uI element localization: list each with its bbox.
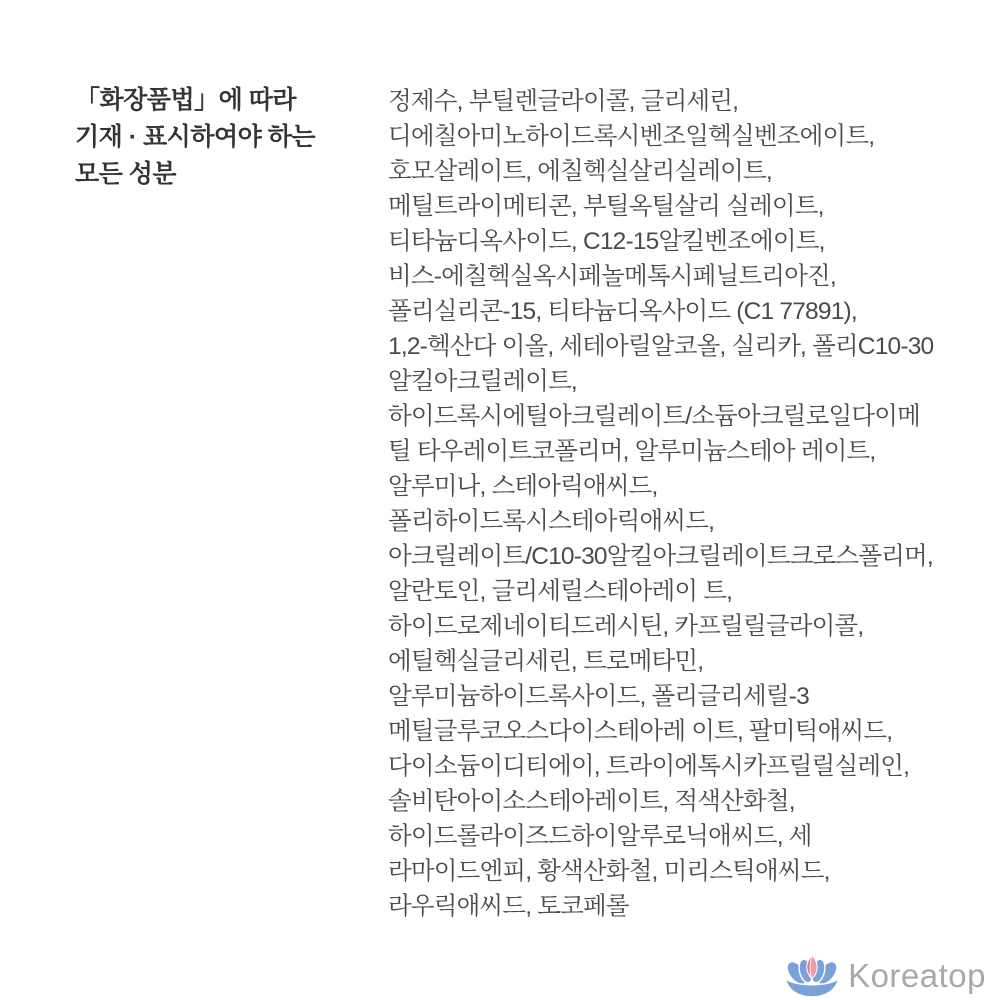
ingredient-line: 아크릴레이트/C10-30알킬아크릴레이트크로스폴리머, <box>388 543 933 570</box>
ingredient-line: 하이드로제네이티드레시틴, 카프릴릴글라이콜, <box>388 613 864 640</box>
ingredient-line: 비스-에칠헥실옥시페놀메톡시페닐트리아진, <box>388 263 836 290</box>
ingredient-line: 폴리실리콘-15, 티타늄디옥사이드 (C1 77891), <box>388 298 857 325</box>
brand-name: Koreatop <box>848 957 986 994</box>
ingredient-line: 라우릭애씨드, 토코페롤 <box>388 893 629 920</box>
ingredient-line: 솔비탄아이소스테아레이트, 적색산화철, <box>388 788 795 815</box>
section-title-line: 기재 · 표시하여야 하는 <box>75 123 316 151</box>
ingredient-line: 정제수, 부틸렌글라이콜, 글리세린, <box>388 88 739 115</box>
ingredient-line: 티타늄디옥사이드, C12-15알킬벤조에이트, <box>388 228 825 255</box>
ingredient-line: 에틸헥실글리세린, 트로메타민, <box>388 648 704 675</box>
ingredient-line: 폴리하이드록시스테아릭애씨드, <box>388 508 715 535</box>
ingredient-line: 다이소듐이디티에이, 트라이에톡시카프릴릴실레인, <box>388 753 910 780</box>
ingredient-line: 호모살레이트, 에칠헥실살리실레이트, <box>388 158 772 185</box>
ingredient-line: 틸 타우레이트코폴리머, 알루미늄스테아 레이트, <box>388 438 876 465</box>
ingredient-line: 1,2-헥산다 이올, 세테아릴알코올, 실리카, 폴리C10-30 <box>388 333 934 360</box>
ingredient-line: 메틸트라이메티콘, 부틸옥틸살리 실레이트, <box>388 193 824 220</box>
lotus-icon <box>783 954 841 998</box>
ingredient-line: 알란토인, 글리세릴스테아레이 트, <box>388 578 733 605</box>
ingredient-line: 알루미나, 스테아릭애씨드, <box>388 473 658 500</box>
section-title-line: 「화장품법」에 따라 <box>75 86 296 114</box>
ingredient-line: 하이드록시에틸아크릴레이트/소듐아크릴로일다이메 <box>388 403 920 430</box>
ingredient-list <box>388 84 953 924</box>
ingredient-line: 하이드롤라이즈드하이알루로닉애씨드, 세 <box>388 823 812 850</box>
section-title-line: 모든 성분 <box>75 160 177 188</box>
ingredient-line: 라마이드엔피, 황색산화철, 미리스틱애씨드, <box>388 858 830 885</box>
ingredient-line: 알킬아크릴레이트, <box>388 368 577 395</box>
ingredient-line: 메틸글루코오스다이스테아레 이트, 팔미틱애씨드, <box>388 718 893 745</box>
section-title <box>75 82 385 193</box>
ingredient-line: 알루미늄하이드록사이드, 폴리글리세릴-3 <box>388 683 809 710</box>
ingredient-line: 디에칠아미노하이드록시벤조일헥실벤조에이트, <box>388 123 875 150</box>
brand-watermark <box>783 954 986 998</box>
